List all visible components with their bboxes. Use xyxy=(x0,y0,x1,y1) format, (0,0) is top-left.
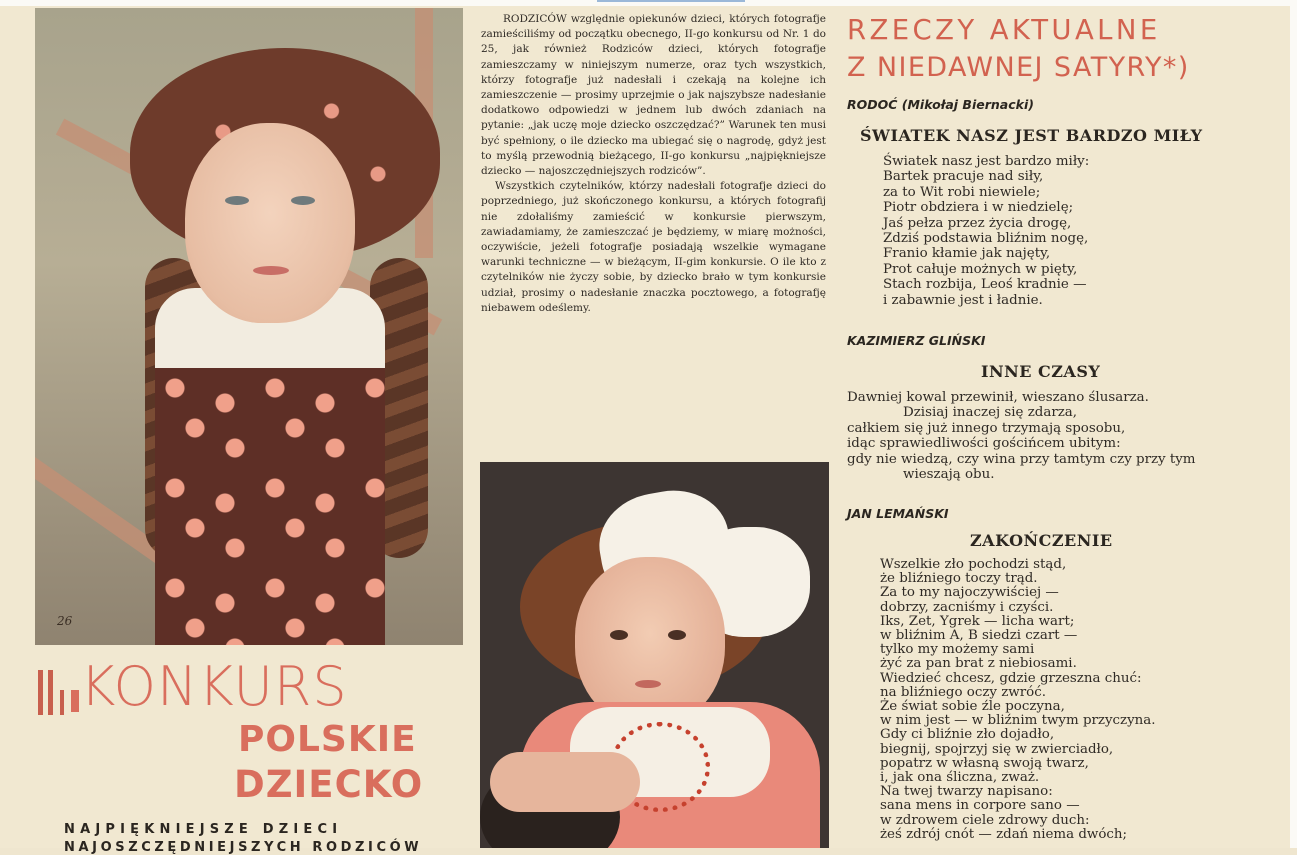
poem-line: idąc sprawiedliwości gościńcem ubitym: xyxy=(847,436,1121,452)
poem-line: sana mens in corpore sano — xyxy=(880,798,1080,814)
hand xyxy=(490,752,640,812)
section-title-line2: Z NIEDAWNEJ SATYRY*) xyxy=(847,52,1190,83)
konkurs-subheading-polskie: POLSKIE xyxy=(238,719,417,760)
poem-line: dobrzy, zacniśmy i czyści. xyxy=(880,599,1054,615)
girl-face xyxy=(185,123,355,323)
poem-line: popatrz w własną swoją twarz, xyxy=(880,755,1089,771)
viewer-right-edge xyxy=(1290,0,1297,848)
poem-line: i zabawnie jest i ładnie. xyxy=(883,292,1043,308)
poem-line: Prot całuje możnych w pięty, xyxy=(883,261,1078,277)
poem-line: w zdrowem ciele zdrowy duch: xyxy=(880,812,1090,828)
announcement-article xyxy=(481,12,826,316)
eye xyxy=(291,196,315,205)
konkurs-numeral xyxy=(71,690,79,712)
poem-line: Bartek pracuje nad siły, xyxy=(883,169,1044,185)
poem-line: Że świat sobie źle poczyna, xyxy=(880,699,1065,715)
poem-line: Jaś pełza przez życia drogę, xyxy=(883,215,1072,231)
poem-line: że bliźniego toczy trąd. xyxy=(880,571,1038,587)
poem-title: INNE CZASY xyxy=(981,362,1101,381)
poem-author: JAN LEMAŃSKI xyxy=(847,506,949,521)
poem-line: Gdy ci bliźnie zło dojadło, xyxy=(880,727,1055,743)
poem-line: w bliźnim A, B siedzi czart — xyxy=(880,628,1078,644)
poem-body xyxy=(883,154,1089,308)
eye xyxy=(225,196,249,205)
section-title-line1: RZECZY AKTUALNE xyxy=(847,14,1161,46)
poem-line: Dzisiaj inaczej się zdarza, xyxy=(903,405,1078,421)
konkurs-tagline-2: NAJOSZCZĘDNIEJSZYCH RODZICÓW xyxy=(64,840,423,855)
poem-line: żeś zdrój cnót — zdań niema dwóch; xyxy=(880,826,1128,842)
poem-line: Wiedzieć chcesz, gdzie grzeszna chuć: xyxy=(880,670,1142,686)
article-paragraph: RODZICÓW względnie opiekunów dzieci, których fotografje zamieściliśmy od początku obecnego, II-go konkursu od Nr. 1 do 25, jak również Rodziców dzieci, których fotografje zamieszczamy w niniejszym numerze, oraz tych wszystkich, którzy fotografje już nadesłali i czekają na kolejne ich zamieszczenie — prosimy uprzejmie o jak najszybsze nadesłanie dodatkowo odpowiedzi w jednem lub dwóch zdaniach na pytanie: „jak uczę moje dziecko oszczędzać?” Warunek ten musi być spełniony, o ile dziecko ma ubiegać się o nagrodę, gdyż jest to myślą przewodnią bieżącego, II-go konkursu „najpiękniejsze dziecko — najoszczędniejszych rodziców”. xyxy=(481,13,826,178)
poem-line: w nim jest — w bliźnim twym przyczyna. xyxy=(880,713,1156,729)
poem-line: Dawniej kowal przewinił, wieszano ślusarza. xyxy=(847,390,1149,405)
poem-line: całkiem się już innego trzymają sposobu, xyxy=(847,420,1126,436)
poem-line: i, jak ona śliczna, zważ. xyxy=(880,770,1040,786)
scroll-indicator xyxy=(597,0,745,2)
poem-line: Na twej twarzy napisano: xyxy=(880,784,1053,800)
poem-line: gdy nie wiedzą, czy wina przy tamtym czy przy tym xyxy=(847,451,1196,467)
poem-line: Iks, Zet, Ygrek — licha wart; xyxy=(880,613,1075,629)
poem-title: ZAKOŃCZENIE xyxy=(970,531,1113,550)
poem-line: wieszają obu. xyxy=(903,467,995,483)
floral-dress xyxy=(155,368,385,645)
konkurs-tagline-1: NAJPIĘKNIEJSZE DZIECI xyxy=(64,822,343,837)
eye xyxy=(668,630,686,640)
mouth xyxy=(253,266,289,275)
poem-line: Stach rozbija, Leoś kradnie — xyxy=(883,277,1087,293)
article-paragraph: Wszystkich czytelników, którzy nadesłali fotografje dzieci do poprzedniego, już skończonego konkursu, a których fotografij nie zdołaliśmy zamieścić w konkursie pierwszym, zawiadamiamy, że zamieszczać je będziemy, w miarę możności, oczywiście, jeżeli fotografje posiadają wszelkie wymagane warunki techniczne — w bieżącym, II-gim konkursie. O ile kto z czytelników nie życzy sobie, by dziecko brało w tym konkursie udział, prosimy o nadesłanie znaczka pocztowego, a fotografję niebawem odeślemy. xyxy=(481,180,826,314)
mouth xyxy=(635,680,661,688)
poem-line: Piotr obdziera i w niedzielę; xyxy=(883,200,1074,216)
poem-line: Za to my najoczywiściej — xyxy=(880,585,1059,601)
photo-number: 26 xyxy=(57,614,73,628)
poem-line: na bliźniego oczy zwróć. xyxy=(880,684,1046,700)
viewer-top-edge xyxy=(0,0,1297,6)
poem-body xyxy=(880,558,1156,842)
konkurs-heading: KONKURS xyxy=(80,655,348,718)
photo-girl-with-braids xyxy=(35,8,463,645)
photo-girl-with-bow xyxy=(480,462,829,848)
poem-line: Wszelkie zło pochodzi stąd, xyxy=(880,557,1067,572)
poem-line: biegnij, spojrzyj się w zwierciadło, xyxy=(880,741,1114,757)
poem-line: Zdziś podstawia bliźnim nogę, xyxy=(883,231,1089,247)
poem-line: tylko my możemy sami xyxy=(880,642,1035,658)
poem-line: za to Wit robi niewiele; xyxy=(883,184,1041,200)
konkurs-subheading-dziecko: DZIECKO xyxy=(234,763,424,806)
poem-line: Franio kłamie jak najęty, xyxy=(883,246,1051,262)
poem-line: Światek nasz jest bardzo miły: xyxy=(883,154,1090,169)
eye xyxy=(610,630,628,640)
poem-author: KAZIMIERZ GLIŃSKI xyxy=(847,333,986,348)
poem-author: RODOĆ (Mikołaj Biernacki) xyxy=(847,97,1034,112)
poem-title: ŚWIATEK NASZ JEST BARDZO MIŁY xyxy=(860,126,1203,145)
poem-line: żyć za pan brat z niebiosami. xyxy=(880,656,1077,672)
poem-body xyxy=(847,390,1196,482)
